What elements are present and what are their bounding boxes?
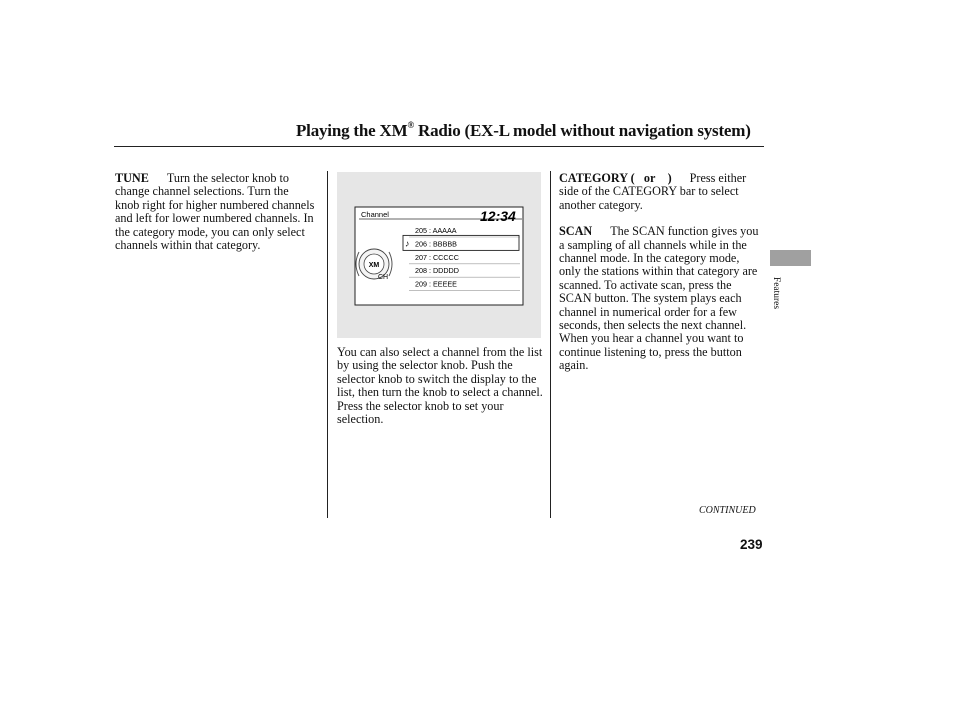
channel-row: 208 : DDDDD: [415, 266, 459, 276]
channel-row: 205 : AAAAA: [415, 226, 457, 235]
display-mode-label: Channel: [361, 210, 389, 219]
column-divider-left: [327, 171, 328, 518]
tune-text: Turn the selector knob to change channel selections. Turn the knob right for higher numbered channels and left for lower numbered channels. In the category mode, you can only select channels within that category.: [115, 171, 315, 253]
channel-row: 209 : EEEEE: [415, 279, 457, 289]
svg-text:XM: XM: [368, 262, 380, 269]
radio-display-illustration: [337, 172, 541, 338]
scan-text: The SCAN function gives you a sampling of all channels while in the channel mode. In the category mode, only the stations within that category are scanned. To activate scan, press the SCAN button. The system plays each channel in numerical order for a few seconds, then selects the next channel. When you hear a channel you want to continue listening to, press the button again.: [559, 224, 759, 373]
column-divider-right: [550, 171, 551, 518]
scan-section: [559, 225, 763, 372]
right-column: [559, 172, 763, 386]
list-select-section: [337, 346, 543, 426]
channel-row: 207 : CCCCC: [415, 252, 459, 262]
page-number: 239: [740, 537, 763, 552]
section-label: Features: [771, 276, 781, 310]
continued-label: CONTINUED: [699, 505, 756, 516]
scan-term: SCAN: [559, 224, 593, 239]
page-title: Playing the XM® Radio (EX-L model without navigation system): [296, 120, 751, 140]
category-term: CATEGORY ( or ): [559, 171, 672, 185]
channel-row: 206 : BBBBB: [415, 239, 457, 249]
category-text: Press either side of the CATEGORY bar to select another category.: [559, 171, 747, 212]
title-rule: [114, 146, 764, 147]
section-tab: [770, 250, 811, 266]
display-clock: 12:34: [480, 208, 516, 224]
category-section: [559, 172, 763, 212]
music-note-icon: ♪: [405, 238, 410, 249]
tune-term: TUNE: [115, 171, 149, 185]
tune-section: [115, 172, 315, 252]
ch-label: CH: [378, 274, 389, 281]
list-select-text: You can also select a channel from the list by using the selector knob. Push the selector knob to switch the display to the list, then turn the knob to select a channel. Press the selector knob to set your selection.: [337, 345, 543, 427]
display-figure: [337, 172, 541, 338]
